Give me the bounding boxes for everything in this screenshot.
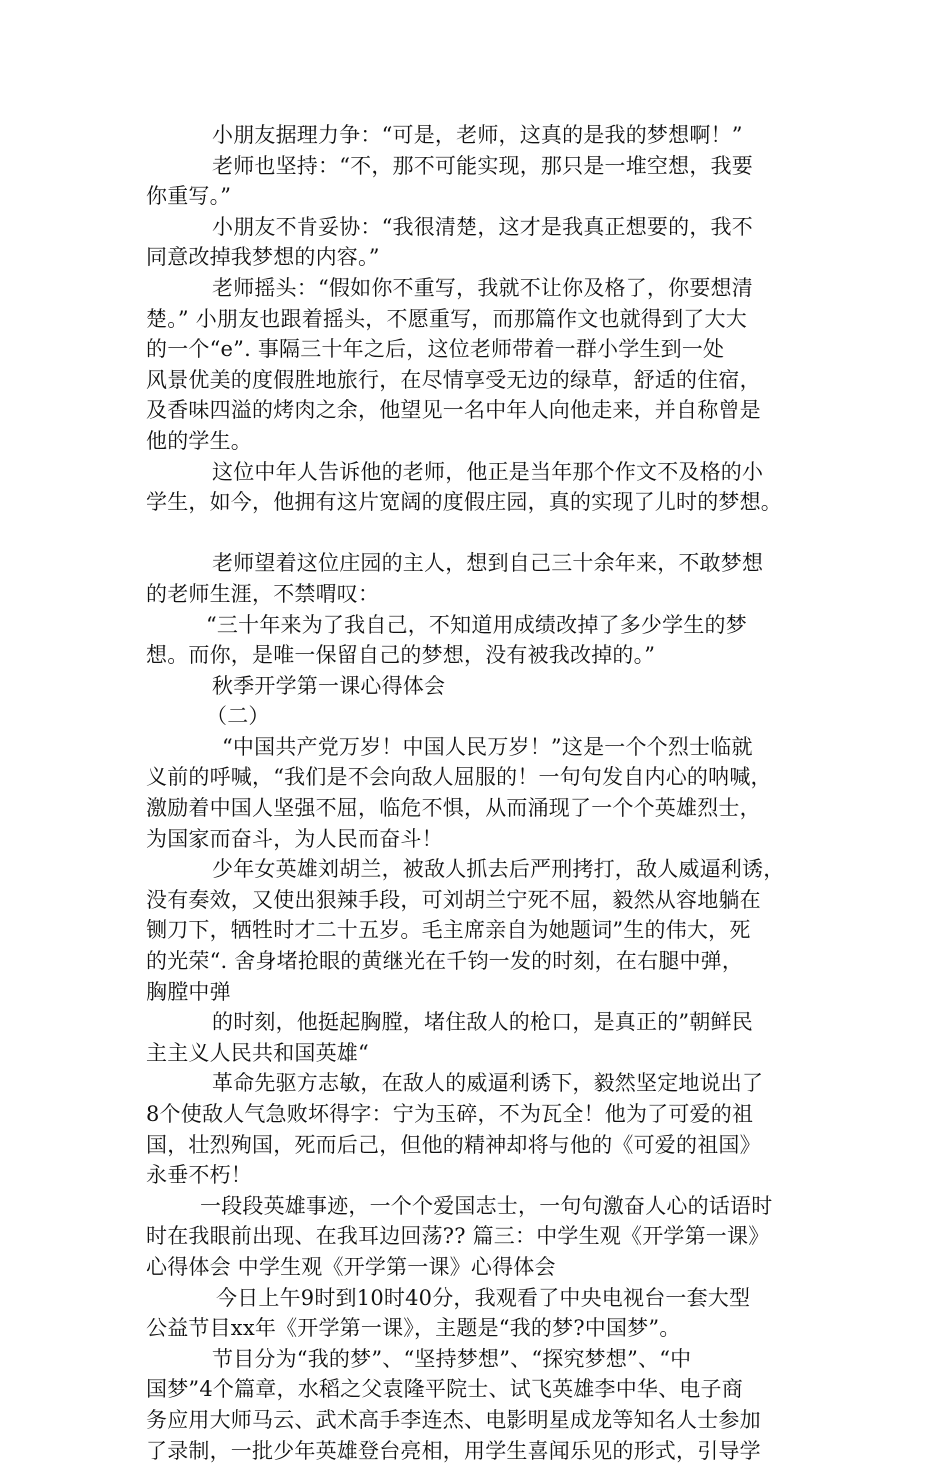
- paragraph-line: 国，壮烈殉国，死而后己，但他的精神却将与他的《可爱的祖国》: [146, 1132, 761, 1157]
- document-body: [146, 120, 826, 1466]
- paragraph-line: 老师望着这位庄园的主人，想到自己三十余年来，不敢梦想: [212, 551, 764, 576]
- paragraph-line: 少年女英雄刘胡兰，被敌人抓去后严刑拷打，敌人威逼利诱，: [212, 857, 785, 882]
- paragraph-line: 小朋友不肯妥协：“我很清楚，这才是我真正想要的，我不: [212, 214, 753, 239]
- paragraph-line: 同意改掉我梦想的内容。”: [146, 245, 380, 270]
- paragraph-line: “三十年来为了我自己，不知道用成绩改掉了多少学生的梦: [206, 612, 747, 637]
- paragraph-line: “中国共产党万岁！中国人民万岁！”这是一个个烈士临就: [222, 734, 753, 759]
- paragraph-line: 为国家而奋斗，为人民而奋斗！: [146, 826, 443, 851]
- paragraph-line: 激励着中国人坚强不屈，临危不惧，从而涌现了一个个英雄烈士，: [146, 796, 761, 821]
- paragraph-line: 务应用大师马云、武术高手李连杰、电影明星成龙等知名人士参加: [146, 1407, 761, 1432]
- paragraph-line: 永垂不朽！: [146, 1163, 252, 1188]
- paragraph-line: 一段段英雄事迹，一个个爱国志士，一句句激奋人心的话语时: [200, 1193, 773, 1218]
- paragraph-line: 他的学生。: [146, 428, 252, 453]
- paragraph-line: 铡刀下，牺牲时才二十五岁。毛主席亲自为她题词”生的伟大，死: [146, 918, 751, 943]
- paragraph-line: 的时刻，他挺起胸膛，堵住敌人的枪口，是真正的”朝鲜民: [212, 1010, 753, 1035]
- paragraph-line: 风景优美的度假胜地旅行，在尽情享受无边的绿草，舒适的住宿，: [146, 367, 761, 392]
- paragraph-line: 义前的呼喊，“我们是不会向敌人屈服的！一句句发自内心的呐喊，: [146, 765, 772, 790]
- paragraph-line: 没有奏效，又使出狠辣手段，可刘胡兰宁死不屈，毅然从容地躺在: [146, 887, 761, 912]
- paragraph-line: 老师摇头：“假如你不重写，我就不让你及格了，你要想清: [212, 275, 753, 300]
- paragraph-line: 革命先驱方志敏，在敌人的威逼利诱下，毅然坚定地说出了: [212, 1071, 764, 1096]
- paragraph-line: 老师也坚持：“不，那不可能实现，那只是一堆空想，我要: [212, 153, 753, 178]
- paragraph-line: 今日上午9时到10时40分，我观看了中央电视台一套大型: [216, 1285, 751, 1310]
- section-title: 秋季开学第一课心得体会: [212, 673, 446, 698]
- paragraph-line: 小朋友据理力争：“可是，老师，这真的是我的梦想啊！”: [212, 123, 743, 147]
- blank-line: [146, 518, 826, 549]
- paragraph-line: 的老师生涯，不禁喟叹：: [146, 581, 380, 606]
- paragraph-line: 的光荣“. 舍身堵抢眼的黄继光在千钧一发的时刻，在右腿中弹，: [146, 949, 744, 974]
- paragraph-line: 节目分为“我的梦”、“坚持梦想”、“探究梦想”、“中: [212, 1346, 692, 1371]
- section-number: （二）: [206, 704, 270, 729]
- paragraph-line: 了录制，一批少年英雄登台亮相，用学生喜闻乐见的形式，引导学: [146, 1438, 761, 1463]
- paragraph-line: 学生，如今，他拥有这片宽阔的度假庄园，真的实现了儿时的梦想。: [146, 490, 782, 515]
- paragraph-line: 公益节目xx年《开学第一课》，主题是“我的梦?中国梦”。: [146, 1316, 681, 1341]
- paragraph-line: 主主义人民共和国英雄“: [146, 1040, 369, 1065]
- paragraph-line: 的一个“e”. 事隔三十年之后，这位老师带着一群小学生到一处: [146, 337, 725, 362]
- paragraph-line: 楚。” 小朋友也跟着摇头，不愿重写，而那篇作文也就得到了大大: [146, 306, 747, 331]
- paragraph-line: 8个使敌人气急败坏得字：宁为玉碎，不为瓦全！他为了可爱的祖: [146, 1102, 754, 1126]
- paragraph-line: 你重写。”: [146, 184, 232, 209]
- paragraph-line: 胸膛中弹: [146, 979, 231, 1004]
- paragraph-line: 想。而你，是唯一保留自己的梦想，没有被我改掉的。”: [146, 643, 656, 668]
- paragraph-line: 时在我眼前出现、在我耳边回荡?? 篇三：中学生观《开学第一课》: [146, 1224, 770, 1249]
- paragraph-line: 这位中年人告诉他的老师，他正是当年那个作文不及格的小: [212, 459, 764, 484]
- paragraph-line: 心得体会 中学生观《开学第一课》心得体会: [146, 1254, 556, 1279]
- paragraph-line: 国梦”4个篇章，水稻之父袁隆平院士、试飞英雄李中华、电子商: [146, 1377, 743, 1402]
- paragraph-line: 及香味四溢的烤肉之余，他望见一名中年人向他走来，并自称曾是: [146, 398, 761, 423]
